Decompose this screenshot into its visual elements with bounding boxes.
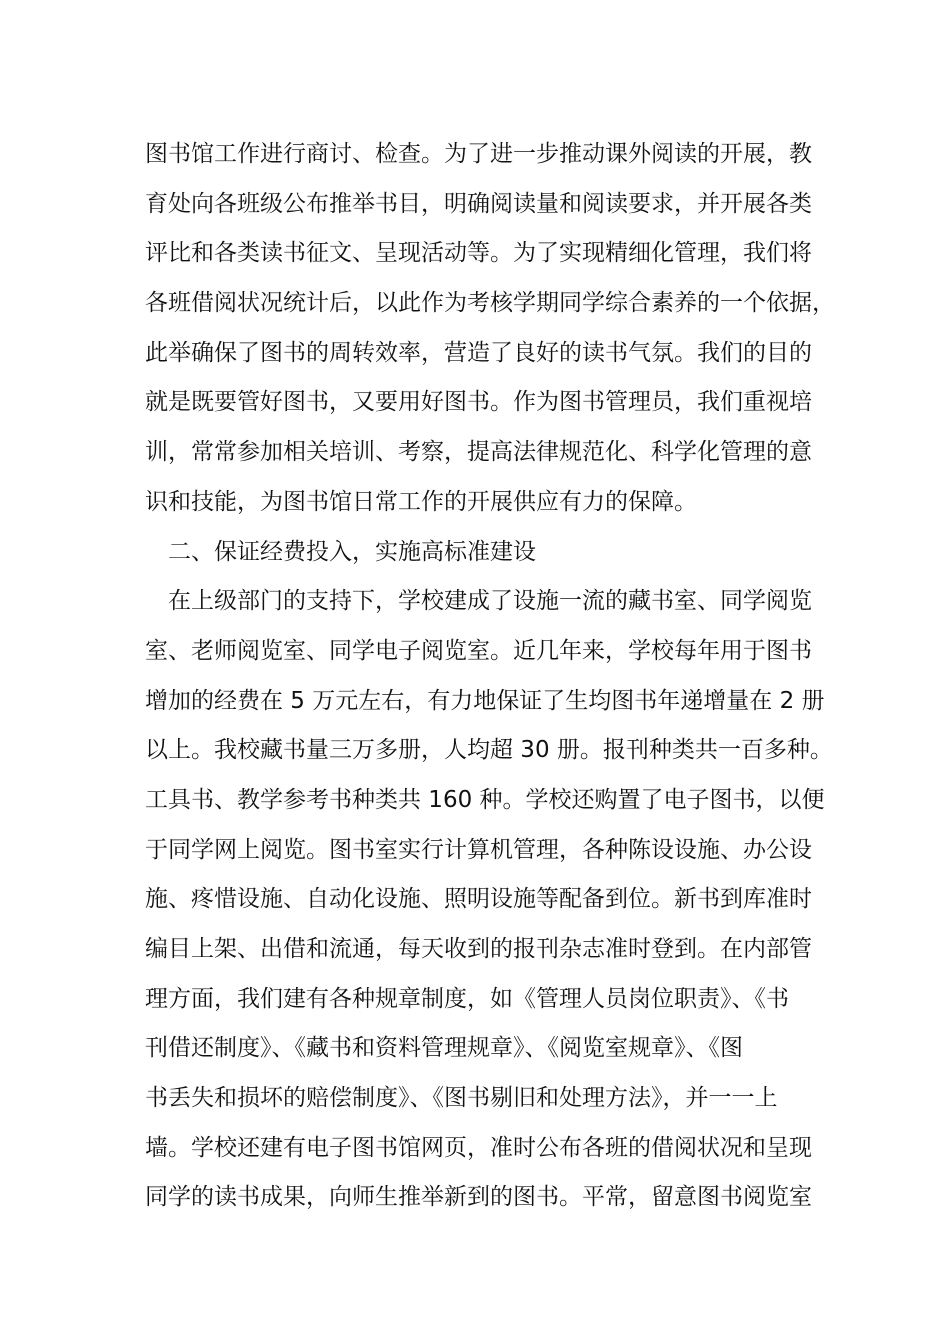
text-line: 图书馆工作进行商讨、检查。为了进一步推动课外阅读的开展，教 [145, 141, 812, 167]
text-line: 识和技能，为图书馆日常工作的开展供应有力的保障。 [145, 488, 697, 515]
text-line: 以上。我校藏书量三万多册，人均超 30 册。报刊种类共一百多种。 [145, 737, 833, 764]
text-line: 刊借还制度》、《藏书和资料管理规章》、《阅览室规章》、《图 [145, 1035, 743, 1062]
text-line: 工具书、教学参考书种类共 160 种。学校还购置了电子图书，以便 [145, 786, 825, 813]
text-line: 同学的读书成果，向师生推举新到的图书。平常，留意图书阅览室 [145, 1184, 812, 1211]
text-line: 此举确保了图书的周转效率，营造了良好的读书气氛。我们的目的 [145, 339, 812, 366]
text-line: 室、老师阅览室、同学电子阅览室。近几年来，学校每年用于图书 [145, 637, 812, 664]
section-heading: 二、保证经费投入，实施高标准建设 [168, 538, 536, 565]
text-line: 在上级部门的支持下，学校建成了设施一流的藏书室、同学阅览 [168, 588, 812, 615]
text-line: 书丢失和损坏的赔偿制度》、《图书剔旧和处理方法》，并一一上 [145, 1085, 778, 1112]
text-line: 育处向各班级公布推举书目，明确阅读量和阅读要求，并开展各类 [145, 190, 812, 217]
text-line: 就是既要管好图书，又要用好图书。作为图书管理员，我们重视培 [145, 389, 812, 416]
text-line: 理方面，我们建有各种规章制度，如《管理人员岗位职责》、《书 [145, 985, 789, 1012]
text-line: 增加的经费在 5 万元左右，有力地保证了生均图书年递增量在 2 册 [145, 687, 825, 714]
text-line: 墙。学校还建有电子图书馆网页，准时公布各班的借阅状况和呈现 [145, 1134, 812, 1161]
text-line: 施、疼惜设施、自动化设施、照明设施等配备到位。新书到库准时 [145, 886, 812, 913]
text-line: 评比和各类读书征文、呈现活动等。为了实现精细化管理，我们将 [145, 240, 812, 267]
text-line: 于同学网上阅览。图书室实行计算机管理，各种陈设设施、办公设 [145, 836, 812, 863]
text-line: 各班借阅状况统计后，以此作为考核学期同学综合素养的一个依据， [145, 290, 835, 317]
text-line: 编目上架、出借和流通，每天收到的报刊杂志准时登到。在内部管 [145, 936, 812, 962]
text-line: 训，常常参加相关培训、考察，提高法律规范化、科学化管理的意 [145, 439, 812, 466]
document-body [145, 130, 835, 1223]
